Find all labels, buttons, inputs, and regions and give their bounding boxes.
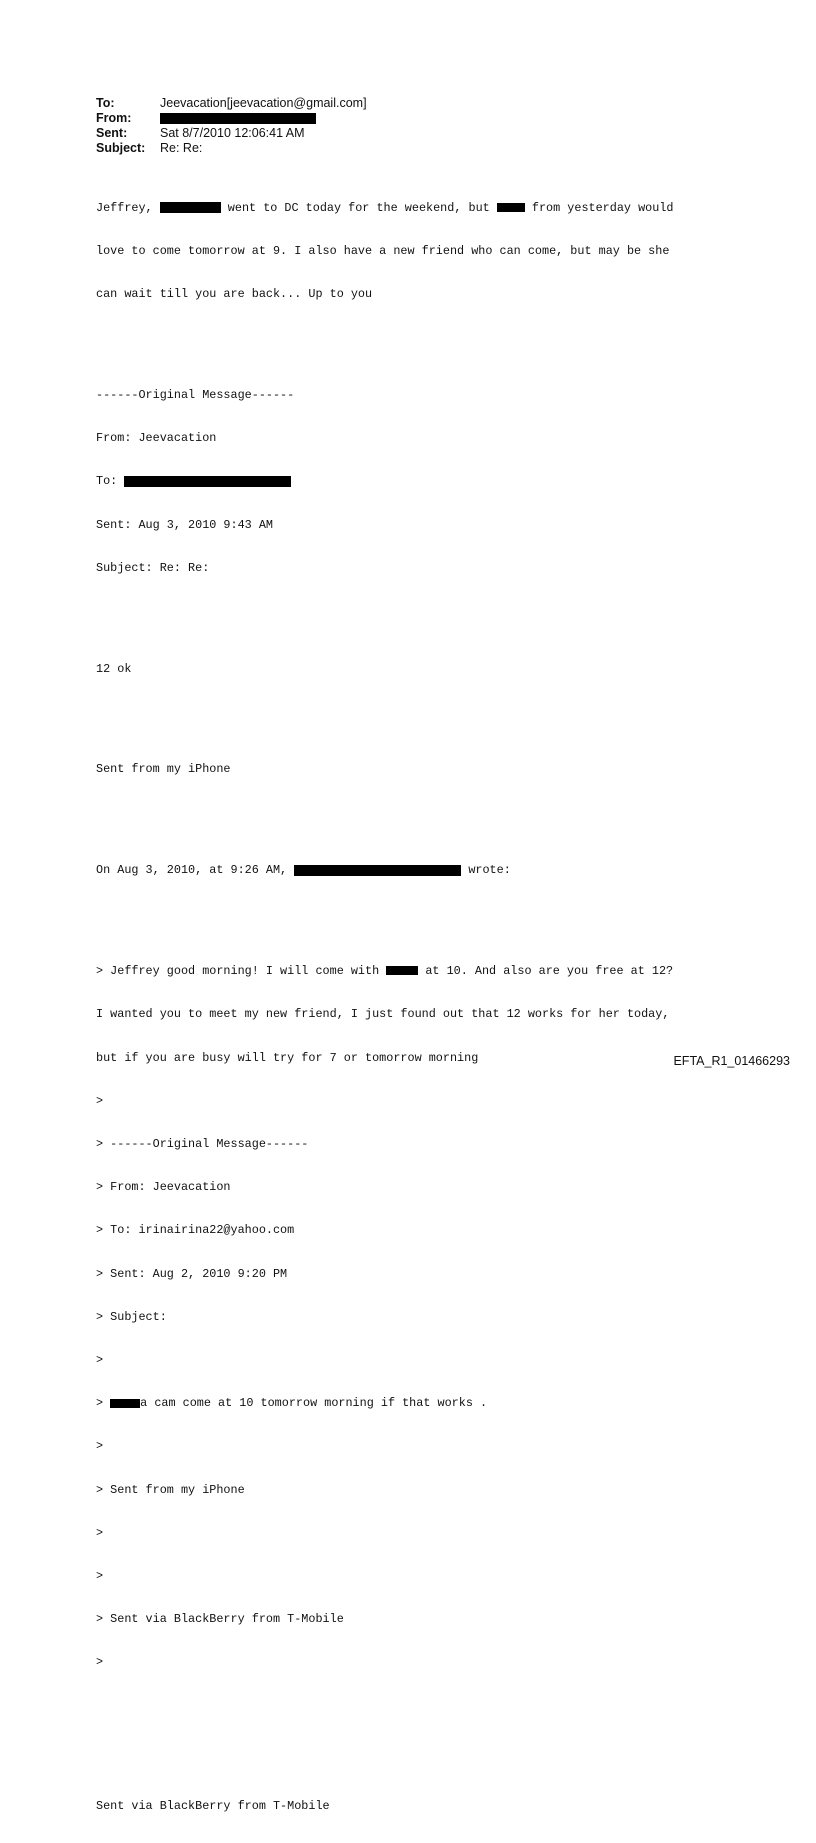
document-id: EFTA_R1_01466293 — [673, 1054, 790, 1068]
quoted-line: > — [96, 1352, 104, 1367]
original-message-sent: Sent: Aug 3, 2010 9:43 AM — [96, 517, 273, 532]
original-message-to — [96, 474, 673, 488]
subject-label: Subject: — [96, 141, 146, 155]
header-sent-row — [96, 126, 367, 141]
quoted-line: > Sent: Aug 2, 2010 9:20 PM — [96, 1266, 288, 1281]
original-message-header: ------Original Message------ — [96, 388, 295, 403]
body-line: can wait till you are back... Up to you — [96, 287, 373, 302]
quoted-line: > ------Original Message------ — [96, 1136, 309, 1151]
header-to-row — [96, 96, 367, 111]
redaction-block — [124, 476, 291, 487]
blank-line — [96, 1742, 673, 1756]
quoted-line: > — [96, 1568, 104, 1583]
blank-line — [96, 1699, 673, 1713]
quoted-line: > — [96, 1655, 104, 1670]
reply-text: 12 ok — [96, 661, 132, 676]
body-text: To: — [96, 474, 125, 489]
body-text: > — [96, 1396, 111, 1411]
redaction-block — [110, 1399, 140, 1408]
to-label: To: — [96, 96, 115, 110]
redaction-block — [497, 203, 525, 212]
body-text: > Jeffrey good morning! I will come with — [96, 964, 387, 979]
subject-value: Re: Re: — [160, 141, 203, 155]
original-message-from: From: Jeevacation — [96, 431, 217, 446]
redaction-block — [160, 202, 221, 213]
blank-line — [96, 705, 673, 719]
sent-label: Sent: — [96, 126, 128, 140]
quoted-line: but if you are busy will try for 7 or tomorrow morning — [96, 1050, 479, 1065]
from-label: From: — [96, 111, 132, 125]
blank-line — [96, 906, 673, 920]
blank-line — [96, 330, 673, 344]
body-text: Jeffrey, — [96, 200, 160, 215]
body-text: went to DC today for the weekend, but — [220, 200, 497, 215]
header-subject-row — [96, 141, 367, 156]
quoted-line: > Subject: — [96, 1309, 167, 1324]
signature-line: Sent from my iPhone — [96, 762, 231, 777]
original-message-subject: Subject: Re: Re: — [96, 560, 210, 575]
quoted-line: I wanted you to meet my new friend, I just found out that 12 works for her today, — [96, 1007, 670, 1022]
quoted-line: > — [96, 1093, 104, 1108]
quoted-line: > Sent from my iPhone — [96, 1482, 245, 1497]
redaction-block — [386, 966, 418, 975]
quoted-line: > — [96, 1439, 104, 1454]
sent-value: Sat 8/7/2010 12:06:41 AM — [160, 126, 305, 140]
email-body — [96, 172, 673, 1843]
body-text: at 10. And also are you free at 12? — [418, 964, 674, 979]
to-value: Jeevacation[jeevacation@gmail.com] — [160, 96, 367, 110]
email-header — [96, 96, 367, 156]
quoted-line: > To: irinairina22@yahoo.com — [96, 1223, 295, 1238]
quoted-line: > From: Jeevacation — [96, 1180, 231, 1195]
blank-line — [96, 806, 673, 820]
body-text: a cam come at 10 tomorrow morning if that works . — [140, 1396, 488, 1411]
body-line: love to come tomorrow at 9. I also have a new friend who can come, but may be she — [96, 244, 670, 259]
quoted-line: > — [96, 1525, 104, 1540]
quote-attribution — [96, 863, 673, 877]
body-text: from yesterday would — [524, 200, 674, 215]
body-line — [96, 201, 673, 215]
quoted-line — [96, 964, 673, 978]
body-text: On Aug 3, 2010, at 9:26 AM, — [96, 863, 295, 878]
signature-line: Sent via BlackBerry from T-Mobile — [96, 1799, 330, 1814]
header-from-row — [96, 111, 367, 126]
quoted-line — [96, 1396, 673, 1410]
redaction-block — [160, 113, 316, 124]
redaction-block — [294, 865, 461, 876]
body-text: wrote: — [461, 863, 511, 878]
blank-line — [96, 604, 673, 618]
quoted-line: > Sent via BlackBerry from T-Mobile — [96, 1612, 344, 1627]
